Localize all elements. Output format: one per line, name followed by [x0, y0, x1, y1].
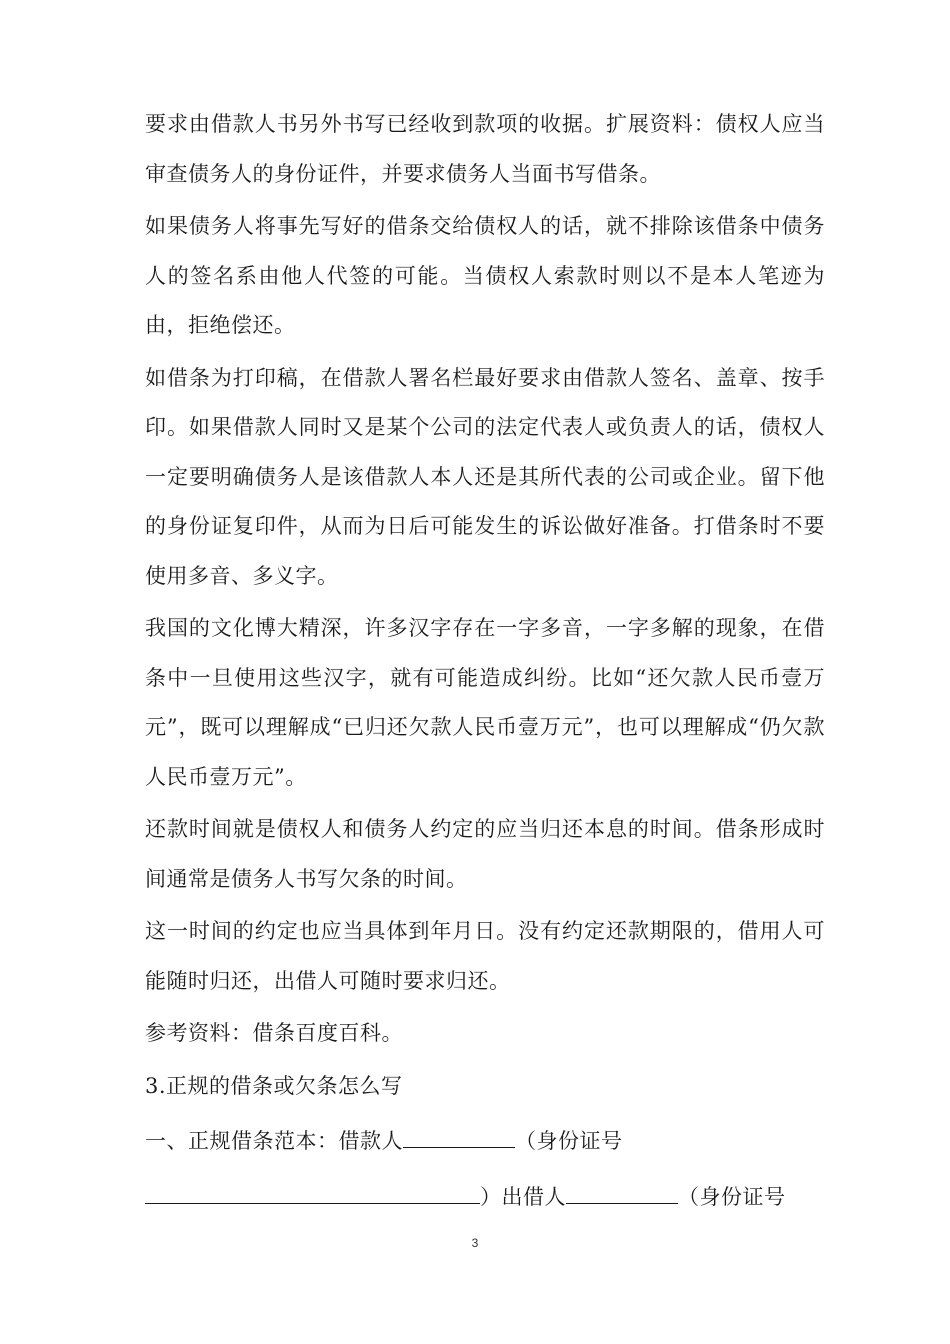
- paragraph: 参考资料：借条百度百科。: [145, 1021, 403, 1045]
- loan-form-line-1: [145, 1117, 825, 1167]
- paragraph: 还款时间就是债权人和债务人约定的应当归还本息的时间。借条形成时间通常是债务人书写欠条的时间。: [145, 817, 825, 891]
- paragraph: 如借条为打印稿，在借款人署名栏最好要求由借款人签名、盖章、按手印。如果借款人同时又是某个公司的法定代表人或负责人的话，债权人一定要明确债务人是该借款人本人还是其所代表的公司或企业。留下他的身份证复印件，从而为日后可能发生的诉讼做好准备。打借条时不要使用多音、多义字。: [145, 365, 825, 588]
- page-number: 3: [471, 1236, 479, 1250]
- paragraph: 这一时间的约定也应当具体到年月日。没有约定还款期限的，借用人可能随时归还，出借人可随时要求归还。: [145, 919, 825, 993]
- paragraph: 如果债务人将事先写好的借条交给债权人的话，就不排除该借条中债务人的签名系由他人代签的可能。当债权人索款时则以不是本人笔迹为由，拒绝偿还。: [145, 214, 825, 337]
- form-label-id-number: （身份证号: [678, 1184, 786, 1209]
- paragraph: 要求由借款人书另外书写已经收到款项的收据。扩展资料：债权人应当审查债务人的身份证件，并要求债务人当面书写借条。: [145, 112, 825, 186]
- section-heading: 3.正规的借条或欠条怎么写: [145, 1073, 403, 1098]
- loan-form-line-2: [145, 1173, 825, 1223]
- lender-name-blank: [566, 1179, 678, 1204]
- paragraph: 我国的文化博大精深，许多汉字存在一字多音，一字多解的现象，在借条中一旦使用这些汉字，就有可能造成纠纷。比如“还欠款人民币壹万元”，既可以理解成“已归还欠款人民币壹万元”，也可以理解成“仍欠款人民币壹万元”。: [145, 616, 825, 789]
- borrower-id-blank: [145, 1179, 480, 1204]
- form-label-lender: ）出借人: [480, 1184, 566, 1209]
- form-label-borrower: 一、正规借条范本：借款人: [145, 1129, 403, 1153]
- form-label-id-number: （身份证号: [515, 1129, 623, 1153]
- document-body: [145, 100, 825, 1222]
- borrower-name-blank: [403, 1123, 515, 1148]
